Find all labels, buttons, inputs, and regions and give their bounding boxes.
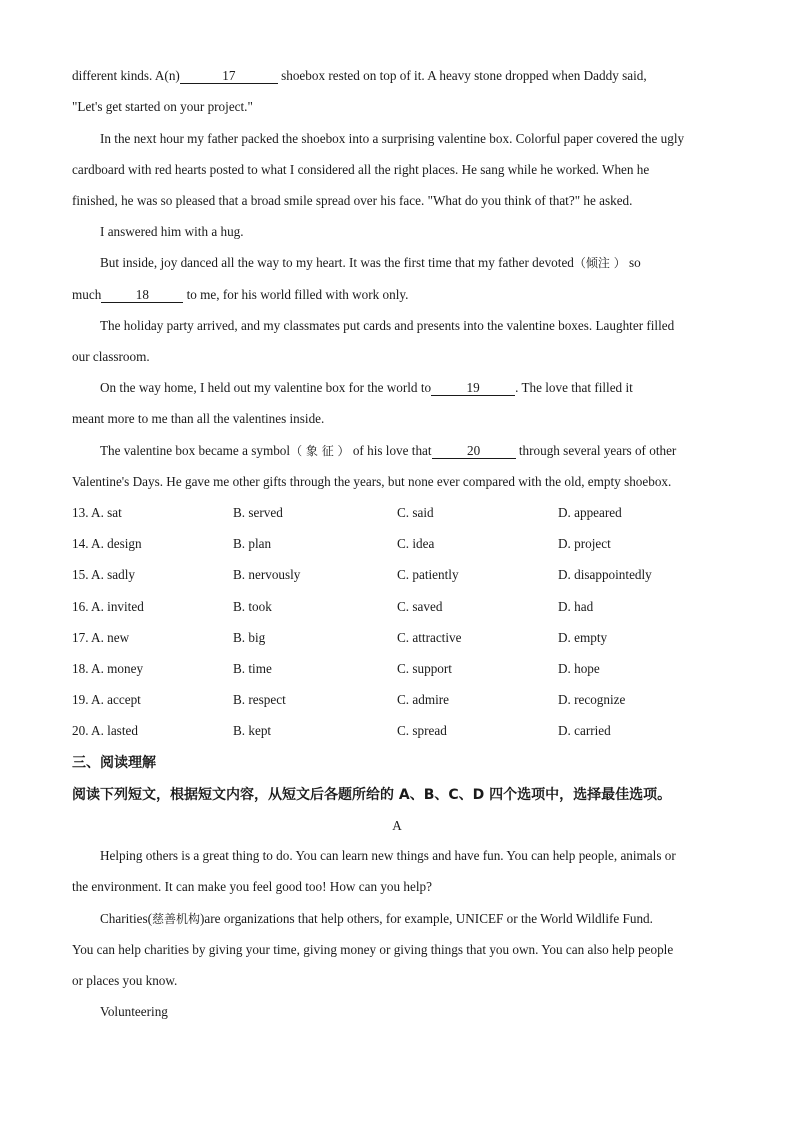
option-d: D. had <box>558 599 594 614</box>
text: On the way home, I held out my valentine box for the world to <box>100 380 432 395</box>
chinese-gloss: （ 象 征 ） <box>290 444 350 458</box>
text: to me, for his world filled with work only. <box>186 287 409 302</box>
passage-label: A <box>392 818 402 833</box>
passage-line <box>72 287 408 303</box>
question-20-options <box>72 723 732 739</box>
option-d: D. carried <box>558 723 611 738</box>
option-a: 14. A. design <box>72 536 142 551</box>
section-heading: 三、阅读理解 <box>72 755 156 771</box>
passage-line: the environment. It can make you feel good too! How can you help? <box>72 879 432 894</box>
passage-line: "Let's get started on your project." <box>72 99 253 114</box>
question-16-options <box>72 599 732 615</box>
blank-18: 18 <box>101 288 183 303</box>
option-b: B. plan <box>233 536 272 551</box>
passage-line <box>72 68 647 84</box>
question-15-options <box>72 567 732 583</box>
option-d: D. appeared <box>558 505 622 520</box>
option-a: 13. A. sat <box>72 505 122 520</box>
option-c: C. saved <box>397 599 443 614</box>
question-13-options <box>72 505 732 521</box>
option-a: 17. A. new <box>72 630 130 645</box>
passage-line <box>100 380 633 396</box>
text: The valentine box became a symbol <box>100 443 291 458</box>
subheading: Volunteering <box>100 1004 168 1019</box>
option-a: 20. A. lasted <box>72 723 138 738</box>
question-19-options <box>72 692 732 708</box>
text: )are organizations that help others, for example, UNICEF or the World Wildlife Fund. <box>200 911 653 926</box>
option-c: C. attractive <box>397 630 462 645</box>
text: shoebox rested on top of it. A heavy stone dropped when Daddy said, <box>281 68 647 83</box>
option-d: D. project <box>558 536 611 551</box>
question-17-options <box>72 630 732 646</box>
passage-line: or places you know. <box>72 973 178 988</box>
option-d: D. empty <box>558 630 608 645</box>
option-b: B. kept <box>233 723 272 738</box>
passage-line: In the next hour my father packed the shoebox into a surprising valentine box. Colorful paper covered the ugly <box>100 131 685 146</box>
option-a: 19. A. accept <box>72 692 141 707</box>
passage-line: Valentine's Days. He gave me other gifts through the years, but none ever compared with the old, empty shoebox. <box>72 474 672 489</box>
question-14-options <box>72 536 732 552</box>
section-instruction: 阅读下列短文，根据短文内容，从短文后各题所给的 A、B、C、D 四个选项中，选择最佳选项。 <box>72 787 672 803</box>
text: . The love that filled it <box>515 380 633 395</box>
option-a: 15. A. sadly <box>72 567 136 582</box>
text: much <box>72 287 102 302</box>
text: through several years of other <box>515 443 677 458</box>
passage-line: finished, he was so pleased that a broad smile spread over his face. "What do you think of that?" he asked. <box>72 193 633 208</box>
passage-line: I answered him with a hug. <box>100 224 244 239</box>
passage-line: The holiday party arrived, and my classmates put cards and presents into the valentine boxes. Laughter filled <box>100 318 675 333</box>
option-c: C. admire <box>397 692 450 707</box>
passage-line: cardboard with red hearts posted to what I considered all the right places. He sang while he worked. When he <box>72 162 650 177</box>
passage-line: our classroom. <box>72 349 150 364</box>
passage-line <box>100 255 641 271</box>
option-d: D. hope <box>558 661 600 676</box>
blank-17: 17 <box>180 69 278 84</box>
question-18-options <box>72 661 732 677</box>
passage-line: meant more to me than all the valentines inside. <box>72 411 325 426</box>
option-b: B. took <box>233 599 272 614</box>
text: so <box>629 255 641 270</box>
passage-line <box>100 443 676 459</box>
option-d: D. recognize <box>558 692 626 707</box>
option-b: B. served <box>233 505 283 520</box>
option-a: 16. A. invited <box>72 599 144 614</box>
text: Charities( <box>100 911 153 926</box>
option-a: 18. A. money <box>72 661 144 676</box>
option-c: C. support <box>397 661 452 676</box>
blank-20: 20 <box>432 444 516 459</box>
blank-19: 19 <box>431 381 515 396</box>
option-c: C. spread <box>397 723 447 738</box>
text: But inside, joy danced all the way to my heart. It was the first time that my father devoted <box>100 255 574 270</box>
option-b: B. nervously <box>233 567 301 582</box>
option-c: C. idea <box>397 536 435 551</box>
text: different kinds. A(n) <box>72 68 180 83</box>
chinese-gloss: （倾注 ） <box>573 256 626 270</box>
text: of his love that <box>352 443 432 458</box>
passage-line <box>100 911 653 927</box>
chinese-gloss: 慈善机构 <box>152 912 201 926</box>
option-c: C. patiently <box>397 567 459 582</box>
option-b: B. big <box>233 630 266 645</box>
option-b: B. time <box>233 661 272 676</box>
option-b: B. respect <box>233 692 286 707</box>
option-c: C. said <box>397 505 434 520</box>
passage-line: Helping others is a great thing to do. You can learn new things and have fun. You can help people, animals or <box>100 848 676 863</box>
passage-line: You can help charities by giving your time, giving money or giving things that you own. You can also help people <box>72 942 674 957</box>
option-d: D. disappointedly <box>558 567 652 582</box>
